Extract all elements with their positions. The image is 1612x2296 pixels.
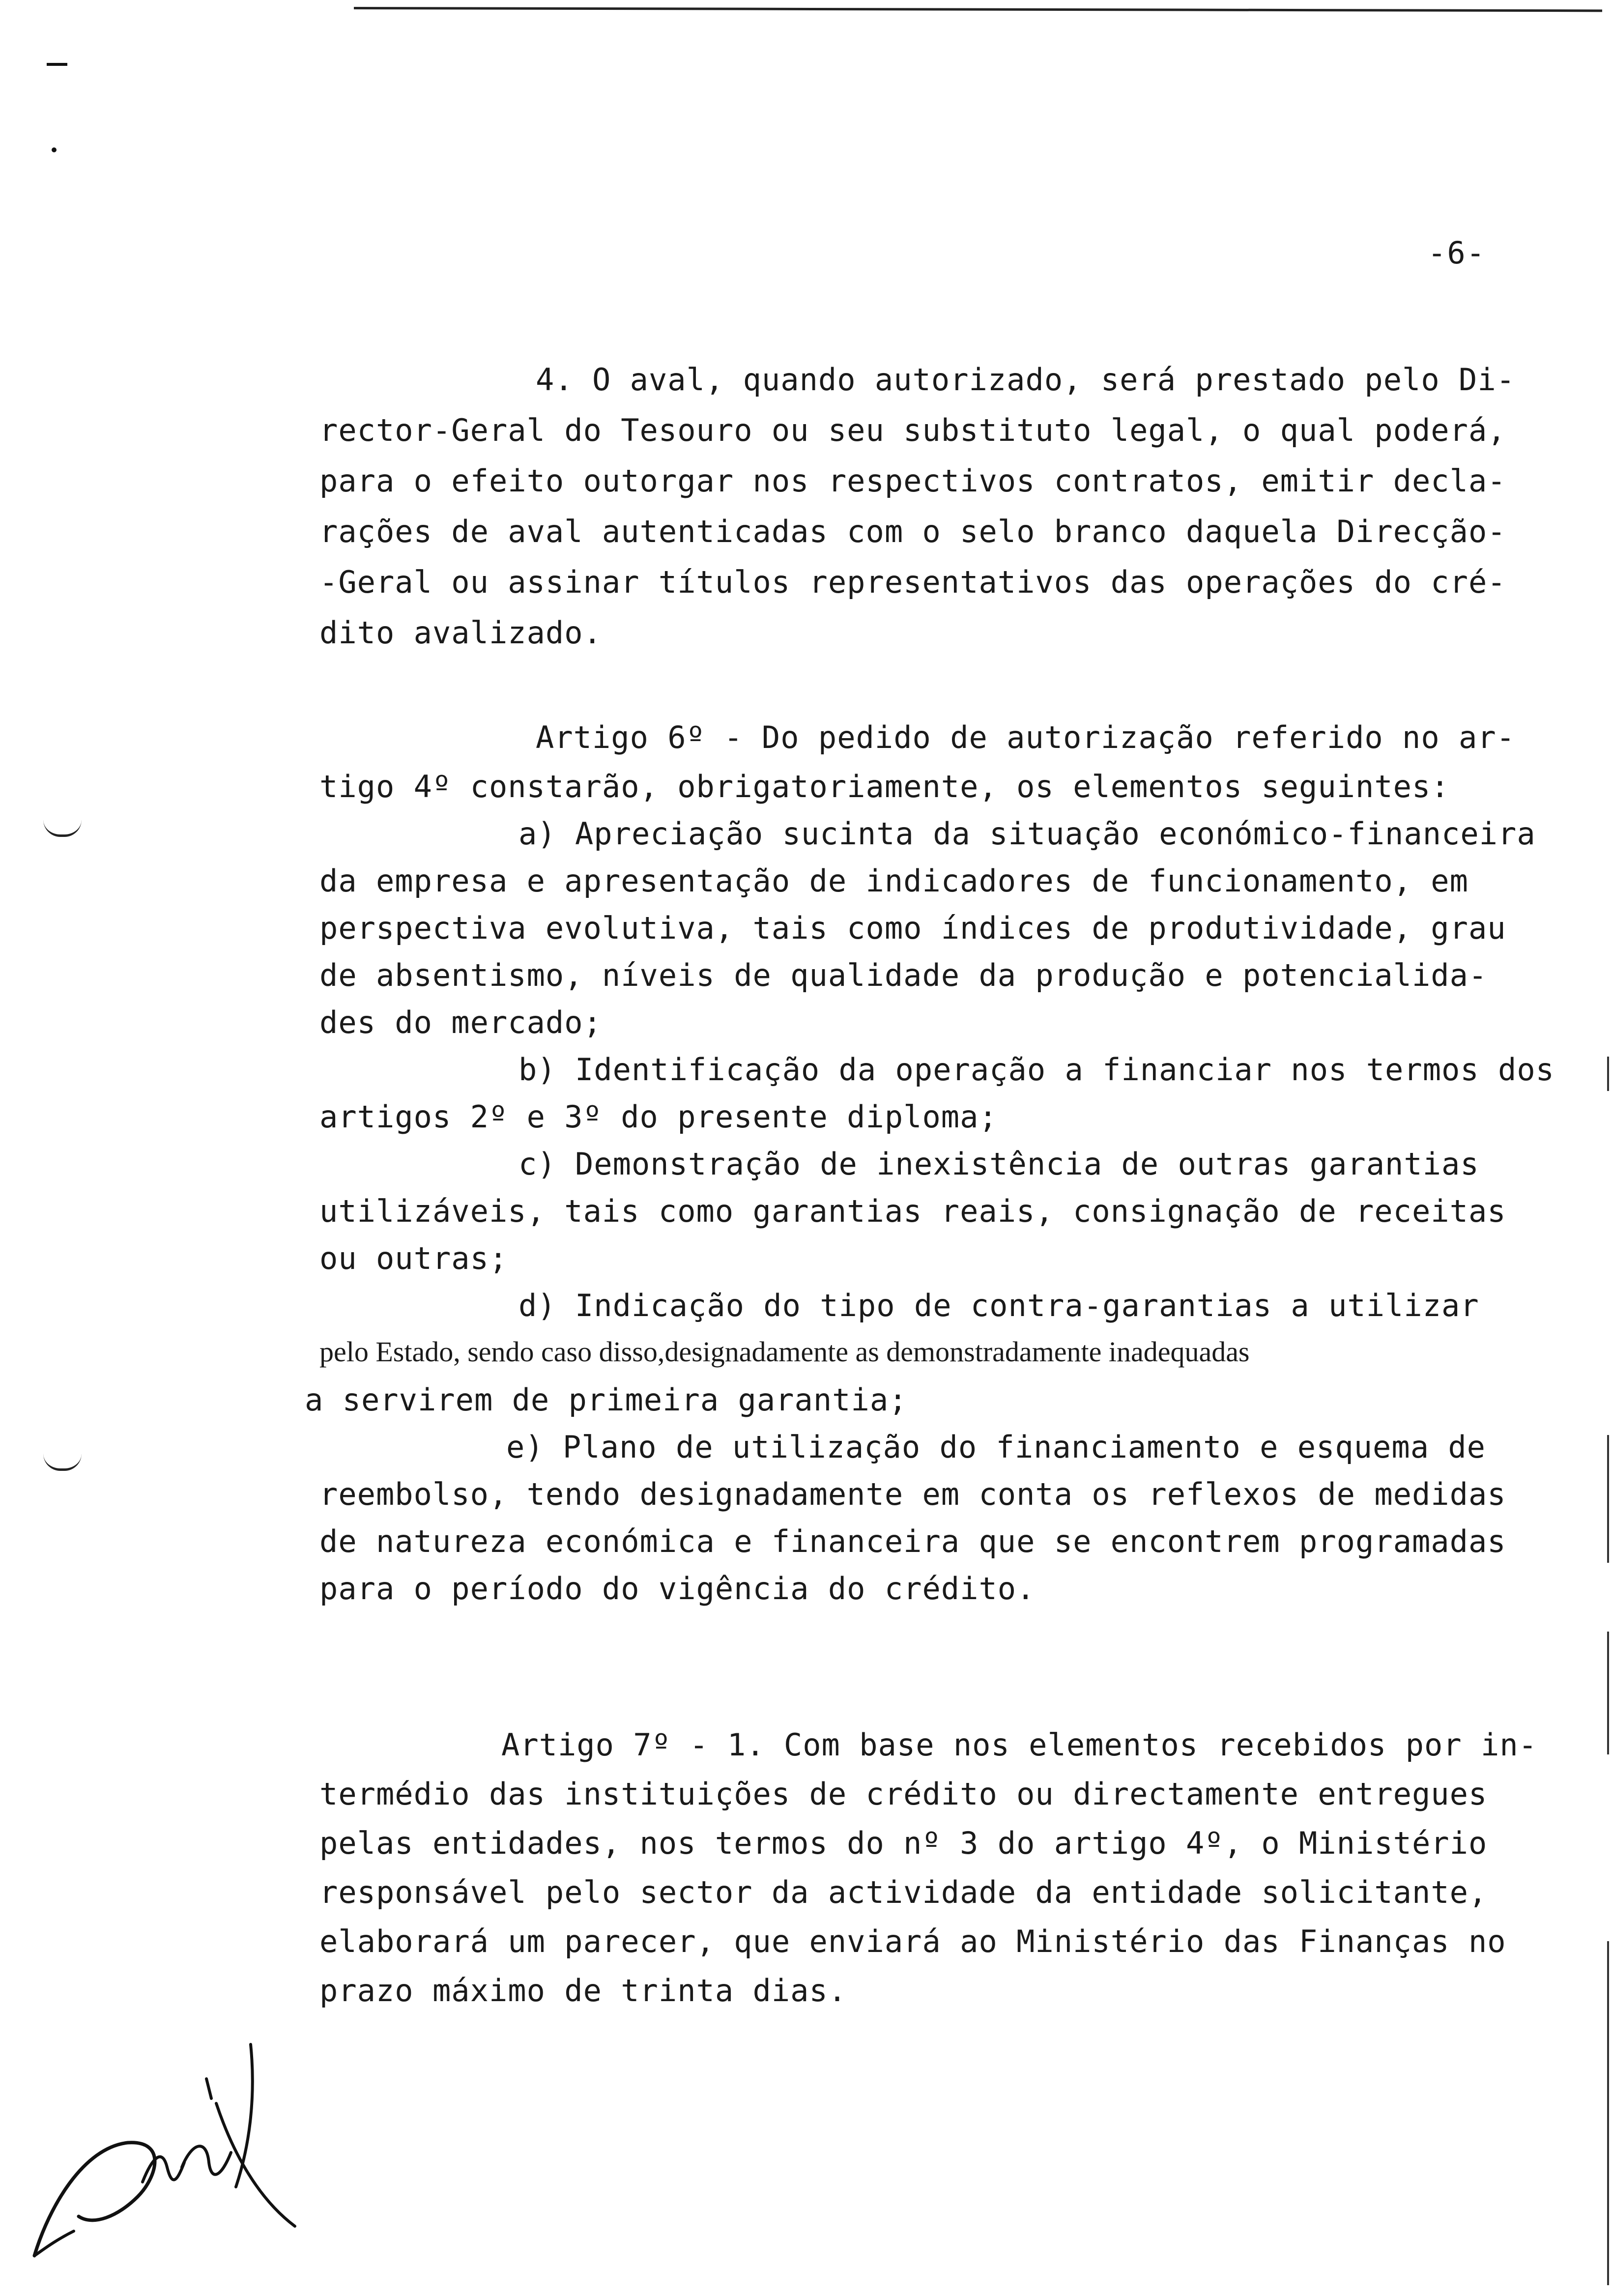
scan-edge-mark bbox=[1607, 1057, 1609, 1091]
text-line: c) Demonstração de inexistência de outras garantias bbox=[518, 1146, 1479, 1182]
handwritten-signature bbox=[20, 2020, 315, 2275]
text-line: tigo 4º constarão, obrigatoriamente, os elementos seguintes: bbox=[319, 769, 1450, 804]
scan-edge-mark bbox=[1607, 1941, 1609, 2285]
text-line: para o período do vigência do crédito. bbox=[319, 1571, 1036, 1607]
text-line: 4. O aval, quando autorizado, será prestado pelo Di- bbox=[536, 362, 1516, 398]
text-line: da empresa e apresentação de indicadores de funcionamento, em bbox=[319, 863, 1468, 899]
page-number: -6- bbox=[1428, 235, 1486, 271]
text-line: d) Indicação do tipo de contra-garantias a utilizar bbox=[518, 1288, 1479, 1323]
text-line: pelas entidades, nos termos do nº 3 do artigo 4º, o Ministério bbox=[319, 1825, 1488, 1861]
text-line: -Geral ou assinar títulos representativos das operações do cré- bbox=[319, 564, 1506, 600]
text-line: e) Plano de utilização do financiamento e esquema de bbox=[506, 1429, 1486, 1465]
text-line: des do mercado; bbox=[319, 1004, 602, 1040]
text-line: perspectiva evolutiva, tais como índices de produtividade, grau bbox=[319, 910, 1506, 946]
text-line: Artigo 6º - Do pedido de autorização referido no ar- bbox=[536, 719, 1516, 755]
text-line: responsável pelo sector da actividade da entidade solicitante, bbox=[319, 1874, 1488, 1910]
text-line: a) Apreciação sucinta da situação económico-financeira bbox=[518, 816, 1536, 852]
top-rule bbox=[354, 7, 1602, 12]
scan-edge-mark bbox=[1607, 1632, 1609, 1754]
text-line: prazo máximo de trinta dias. bbox=[319, 1973, 847, 2009]
text-line: a servirem de primeira garantia; bbox=[305, 1382, 908, 1418]
text-line: reembolso, tendo designadamente em conta os reflexos de medidas bbox=[319, 1476, 1506, 1512]
text-line: elaborará um parecer, que enviará ao Ministério das Finanças no bbox=[319, 1923, 1506, 1959]
text-line: rector-Geral do Tesouro ou seu substituto legal, o qual poderá, bbox=[319, 412, 1506, 448]
scan-mark bbox=[47, 63, 67, 66]
text-line: utilizáveis, tais como garantias reais, consignação de receitas bbox=[319, 1193, 1506, 1229]
text-line: termédio das instituições de crédito ou directamente entregues bbox=[319, 1776, 1488, 1812]
text-line: de natureza económica e financeira que se encontrem programadas bbox=[319, 1523, 1506, 1559]
scan-mark bbox=[43, 820, 82, 837]
text-line: para o efeito outorgar nos respectivos contratos, emitir decla- bbox=[319, 463, 1506, 499]
scan-edge-mark bbox=[1607, 1435, 1609, 1563]
scan-mark bbox=[43, 1454, 82, 1471]
text-line: pelo Estado, sendo caso disso,designadamente as demonstradamente inadequadas bbox=[319, 1336, 1250, 1368]
text-line: de absentismo, níveis de qualidade da produção e potencialida- bbox=[319, 957, 1488, 993]
text-line: b) Identificação da operação a financiar nos termos dos bbox=[518, 1052, 1554, 1088]
text-line: dito avalizado. bbox=[319, 615, 602, 651]
text-line: artigos 2º e 3º do presente diploma; bbox=[319, 1099, 998, 1135]
text-line: Artigo 7º - 1. Com base nos elementos recebidos por in- bbox=[501, 1727, 1537, 1763]
text-line: ou outras; bbox=[319, 1240, 508, 1276]
text-line: rações de aval autenticadas com o selo branco daquela Direcção- bbox=[319, 514, 1506, 549]
scan-mark bbox=[52, 147, 57, 152]
